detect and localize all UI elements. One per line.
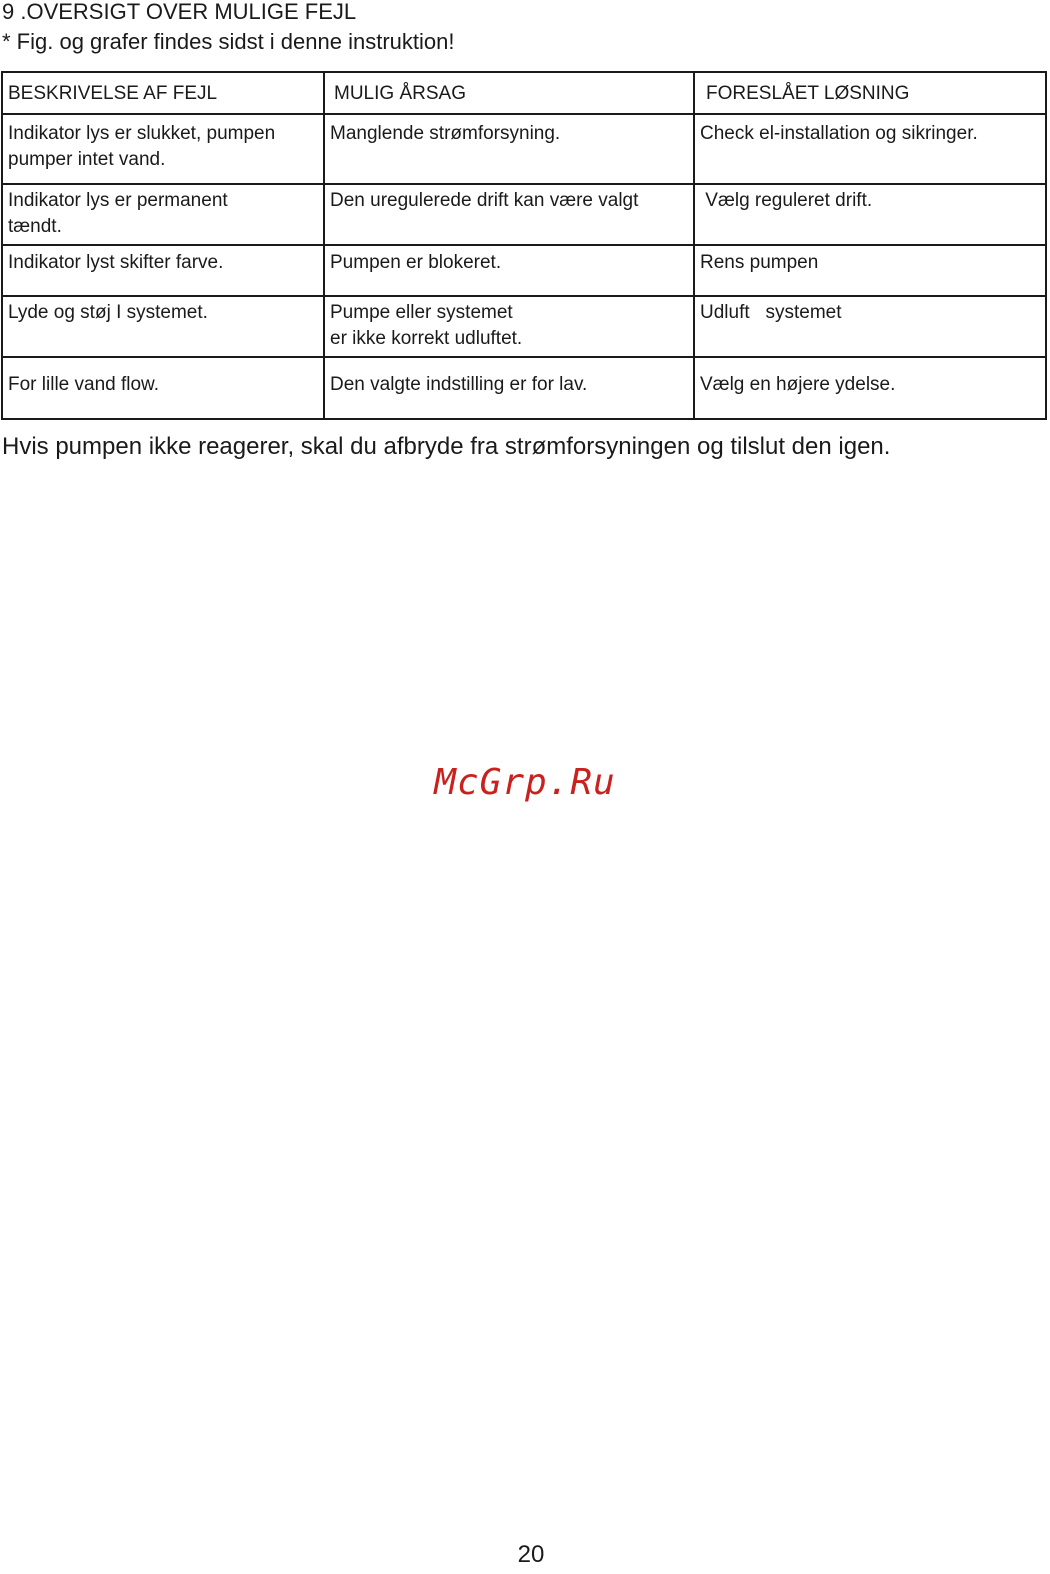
header-cause: MULIG ÅRSAG xyxy=(324,72,694,114)
fault-cause: Den valgte indstilling er for lav. xyxy=(324,357,694,419)
fault-solution: Rens pumpen xyxy=(694,245,1046,296)
watermark: McGrp.Ru xyxy=(434,762,616,803)
header-description: BESKRIVELSE AF FEJL xyxy=(2,72,324,114)
fault-solution: Udluft systemet xyxy=(694,296,1046,357)
fault-description: Lyde og støj I systemet. xyxy=(2,296,324,357)
reset-note: Hvis pumpen ikke reagerer, skal du afbryde fra strømforsyningen og tilslut den igen. xyxy=(2,433,891,460)
header-solution: FORESLÅET LØSNING xyxy=(694,72,1046,114)
fault-solution: Vælg en højere ydelse. xyxy=(694,357,1046,419)
page-number: 20 xyxy=(517,1541,545,1568)
table-row xyxy=(2,357,1046,419)
section-heading: 9 .OVERSIGT OVER MULIGE FEJL xyxy=(2,0,357,24)
fault-solution: Vælg reguleret drift. xyxy=(694,184,1046,245)
fault-description: Indikator lys er permanent tændt. xyxy=(2,184,324,245)
table-row xyxy=(2,245,1046,296)
table-row xyxy=(2,114,1046,184)
fault-table xyxy=(1,71,1047,420)
fault-description: For lille vand flow. xyxy=(2,357,324,419)
table-row xyxy=(2,184,1046,245)
fault-cause: Manglende strømforsyning. xyxy=(324,114,694,184)
table-header-row xyxy=(2,72,1046,114)
fault-solution: Check el-installation og sikringer. xyxy=(694,114,1046,184)
fault-cause: Pumpe eller systemet er ikke korrekt udluftet. xyxy=(324,296,694,357)
fault-cause: Den uregulerede drift kan være valgt xyxy=(324,184,694,245)
fault-description: Indikator lys er slukket, pumpen pumper intet vand. xyxy=(2,114,324,184)
table-row xyxy=(2,296,1046,357)
fault-description: Indikator lyst skifter farve. xyxy=(2,245,324,296)
fault-cause: Pumpen er blokeret. xyxy=(324,245,694,296)
section-subheading: * Fig. og grafer findes sidst i denne instruktion! xyxy=(2,29,455,54)
